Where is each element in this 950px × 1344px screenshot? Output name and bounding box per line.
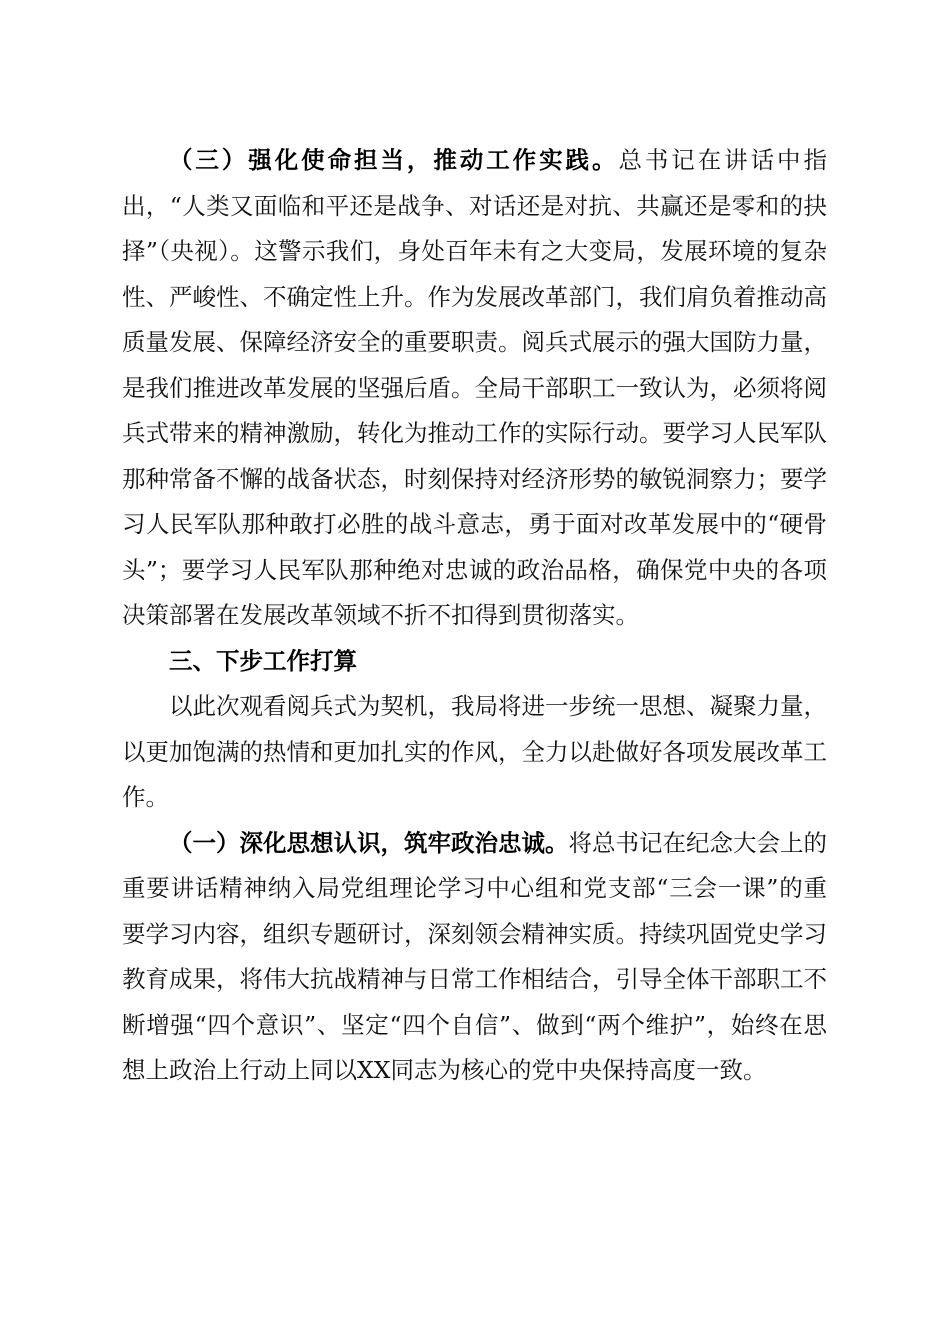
paragraph-intro [122,684,827,821]
section-heading-next-steps: 三、下步工作打算 [169,646,357,675]
paragraph-text-ideology: 将总书记在纪念大会上的重要讲话精神纳入局党组理论学习中心组和党支部“三会一课”的重要学习内容，组织专题研讨，深刻领会精神实质。持续巩固党史学习教育成果，将伟大抗战精神与日常工作相结合，引导全体干部职工不断增强“四个意识”、坚定“四个自信”、做到“两个维护”，始终在思想上政治上行动上同以XX同志为核心的党中央保持高度一致。 [122,828,827,1084]
paragraph-text-intro: 以此次观看阅兵式为契机，我局将进一步统一思想、凝聚力量，以更加饱满的热情和更加扎实的作风，全力以赴做好各项发展改革工作。 [122,692,827,811]
document-body [122,138,827,1094]
paragraph-text-mission: 总书记在讲话中指出，“人类又面临和平还是战争、对话还是对抗、共赢还是零和的抉择”（央视）。这警示我们，身处百年未有之大变局，发展环境的复杂性、严峻性、不确定性上升。作为发展改革部门，我们肩负着推动高质量发展、保障经济安全的重要职责。阅兵式展示的强大国防力量，是我们推进改革发展的坚强后盾。全局干部职工一致认为，必须将阅兵式带来的精神激励，转化为推动工作的实际行动。要学习人民军队那种常备不懈的战备状态，时刻保持对经济形势的敏锐洞察力；要学习人民军队那种敢打必胜的战斗意志，勇于面对改革发展中的“硬骨头”；要学习人民军队那种绝对忠诚的政治品格，确保党中央的各项决策部署在发展改革领域不折不扣得到贯彻落实。 [122,146,827,629]
paragraph-lead-ideology: （一）深化思想认识，筑牢政治忠诚。 [169,828,569,857]
paragraph-mission [122,138,827,639]
paragraph-lead-mission: （三）强化使命担当，推动工作实践。 [169,146,619,174]
paragraph-ideology [122,821,827,1094]
